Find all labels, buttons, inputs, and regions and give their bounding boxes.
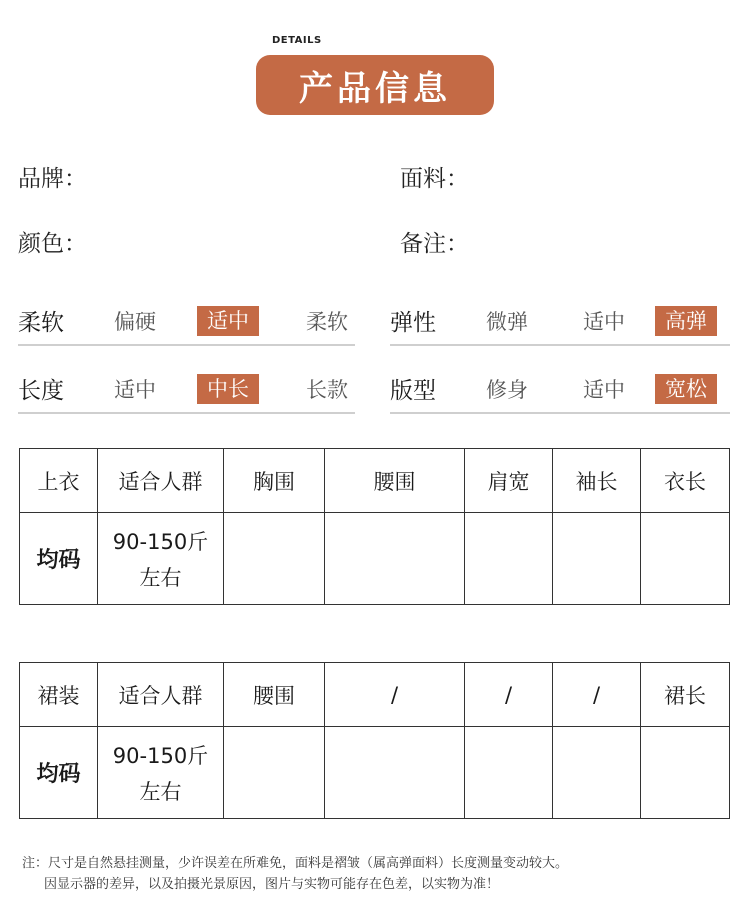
- rating-option: 适中: [114, 378, 156, 402]
- rating-option: 适中: [583, 310, 625, 334]
- rating-softness: [18, 300, 355, 346]
- table-row: [20, 727, 730, 819]
- page-title: 产品信息: [299, 68, 451, 109]
- table-cell: [325, 513, 465, 605]
- group-line: 90-150斤: [112, 529, 209, 554]
- note-line: 注：尺寸是自然悬挂测量，少许误差在所难免，面料是褶皱（属高弹面料）长度测量变动较大。: [22, 856, 569, 871]
- skirt-size-table: [19, 662, 730, 819]
- size-cell: 均码: [20, 513, 98, 605]
- group-line: 左右: [139, 565, 182, 590]
- rating-option: 修身: [486, 378, 528, 402]
- remark-label: 备注：: [400, 231, 469, 257]
- table-cell: [224, 513, 325, 605]
- table-cell: [641, 727, 730, 819]
- note-line: 因显示器的差异，以及拍摄光景原因，图片与实物可能存在色差，以实物为准！: [44, 877, 500, 892]
- fabric-label: 面料：: [400, 166, 469, 192]
- table-cell: [224, 727, 325, 819]
- table-header-cell: 腰围: [224, 663, 325, 727]
- table-cell: [465, 513, 553, 605]
- table-header-cell: /: [465, 663, 553, 727]
- table-header-cell: 适合人群: [98, 449, 224, 513]
- table-cell: [553, 727, 641, 819]
- rating-label: 柔软: [18, 310, 64, 336]
- group-line: 90-150斤: [112, 743, 209, 768]
- rating-option: 偏硬: [114, 310, 156, 334]
- table-header-cell: 肩宽: [465, 449, 553, 513]
- rating-option-selected: 适中: [197, 306, 259, 336]
- group-cell: [98, 727, 224, 819]
- rating-elasticity: [390, 300, 730, 346]
- size-cell: 均码: [20, 727, 98, 819]
- table-header-cell: 裙长: [641, 663, 730, 727]
- rating-label: 版型: [390, 378, 436, 404]
- details-eyebrow: DETAILS: [272, 35, 322, 46]
- table-cell: [553, 513, 641, 605]
- table-header-cell: 袖长: [553, 449, 641, 513]
- rating-label: 弹性: [390, 310, 436, 336]
- table-cell: [465, 727, 553, 819]
- table-cell: [325, 727, 465, 819]
- top-size-table: [19, 448, 730, 605]
- rating-option: 微弹: [486, 310, 528, 334]
- table-header-cell: 衣长: [641, 449, 730, 513]
- table-header-cell: /: [325, 663, 465, 727]
- rating-option-selected: 中长: [197, 374, 259, 404]
- table-cell: [641, 513, 730, 605]
- table-header-cell: 上衣: [20, 449, 98, 513]
- table-header-cell: 裙装: [20, 663, 98, 727]
- table-header-cell: 腰围: [325, 449, 465, 513]
- rating-label: 长度: [18, 378, 64, 404]
- group-line: 左右: [139, 779, 182, 804]
- rating-fit: [390, 368, 730, 414]
- rating-option-selected: 高弹: [655, 306, 717, 336]
- rating-option: 柔软: [306, 310, 348, 334]
- brand-label: 品牌：: [18, 166, 87, 192]
- table-header-cell: 适合人群: [98, 663, 224, 727]
- table-header-cell: /: [553, 663, 641, 727]
- rating-option: 适中: [583, 378, 625, 402]
- rating-option-selected: 宽松: [655, 374, 717, 404]
- rating-option: 长款: [306, 378, 348, 402]
- table-header-row: [20, 663, 730, 727]
- table-header-cell: 胸围: [224, 449, 325, 513]
- rating-length: [18, 368, 355, 414]
- measurement-note: [22, 853, 568, 895]
- table-row: [20, 513, 730, 605]
- table-header-row: [20, 449, 730, 513]
- color-label: 颜色：: [18, 231, 87, 257]
- group-cell: [98, 513, 224, 605]
- page-title-banner: [256, 55, 494, 115]
